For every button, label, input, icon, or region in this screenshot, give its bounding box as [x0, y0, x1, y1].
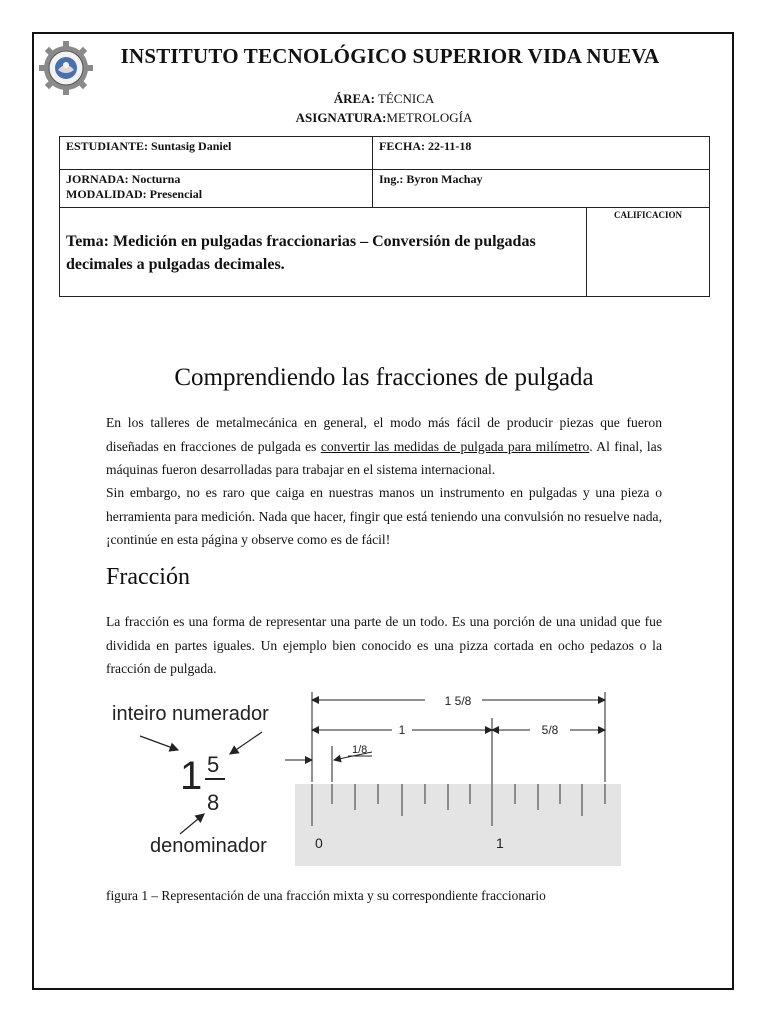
- subject-label: ASIGNATURA:: [295, 110, 387, 125]
- arrow-to-whole: [140, 736, 178, 750]
- paragraph-2: Sin embargo, no es raro que caiga en nuestras manos un instrumento en pulgadas y una pieza o herramienta para medición. Nada que hacer, fingir que está teniendo una convulsión no resuelve nada, ¡continúe en esta página y observe como es de fácil!: [106, 485, 662, 547]
- label-integer-numerator: inteiro numerador: [112, 703, 269, 725]
- shift-modality-cell: [60, 170, 373, 208]
- topic-text: Tema: Medición en pulgadas fraccionarias – Conversión de pulgadas decimales a pulgadas decimales.: [66, 233, 536, 274]
- paragraph-1-start: En los talleres de metalmecánica en general, el modo más fácil de producir piezas que fueron diseñadas en fracciones de pulgada es: [106, 415, 662, 454]
- area-line: [0, 91, 768, 107]
- modality-text: MODALIDAD: Presencial: [66, 187, 203, 201]
- student-info-table: [59, 136, 710, 297]
- paragraph-1: [106, 411, 662, 482]
- fraction-ruler-figure: [100, 686, 640, 872]
- paragraph-3: La fracción es una forma de representar una parte de un todo. Es una porción de una unidad que fue dividida en partes iguales. Un ejemplo bien conocido es una pizza cortada en ocho pedazos o la fracción de pulgada.: [106, 614, 662, 676]
- mixed-numerator: 5: [207, 752, 220, 777]
- arrow-to-numerator: [230, 732, 262, 754]
- institution-logo-icon: [38, 40, 94, 96]
- dim-total-label: 1 5/8: [444, 694, 472, 708]
- area-label: ÁREA:: [333, 91, 375, 106]
- figure-caption: figura 1 – Representación de una fracción mixta y su correspondiente fraccionario: [106, 888, 546, 903]
- grade-cell: [587, 208, 710, 297]
- paragraph-1-end: . Al final, las máquinas fueron desarrolladas para trabajar en el sistema internacional.: [106, 438, 662, 477]
- teacher-cell: Ing.: Byron Machay: [373, 170, 710, 208]
- institution-title: INSTITUTO TECNOLÓGICO SUPERIOR VIDA NUEVA: [120, 44, 660, 68]
- area-value: TÉCNICA: [377, 91, 435, 106]
- label-denominator: denominador: [150, 835, 267, 857]
- dim-whole-label: 1: [398, 723, 406, 737]
- ruler-body: [295, 784, 621, 866]
- dim-eighth-label: 1/8: [352, 744, 368, 756]
- date-cell: FECHA: 22-11-18: [373, 137, 710, 170]
- grade-label: CALIFICACION: [613, 210, 682, 220]
- convert-link[interactable]: convertir las medidas de pulgada para milímetro: [320, 438, 590, 454]
- subject-value: METROLOGÍA: [386, 110, 473, 125]
- subject-line: [0, 110, 768, 126]
- mixed-whole: 1: [180, 754, 203, 798]
- dim-frac-label: 5/8: [541, 723, 559, 737]
- topic-cell: [60, 208, 587, 297]
- arrow-to-denominator: [180, 814, 204, 834]
- section-title: Comprendiendo las fracciones de pulgada: [174, 364, 594, 391]
- subsection-title: Fracción: [106, 564, 190, 590]
- student-cell: ESTUDIANTE: Suntasig Daniel: [60, 137, 373, 170]
- ruler-one-label: 1: [496, 835, 504, 851]
- shift-text: JORNADA: Nocturna: [66, 172, 181, 186]
- mixed-denominator: 8: [207, 790, 220, 815]
- ruler-zero-label: 0: [315, 835, 323, 851]
